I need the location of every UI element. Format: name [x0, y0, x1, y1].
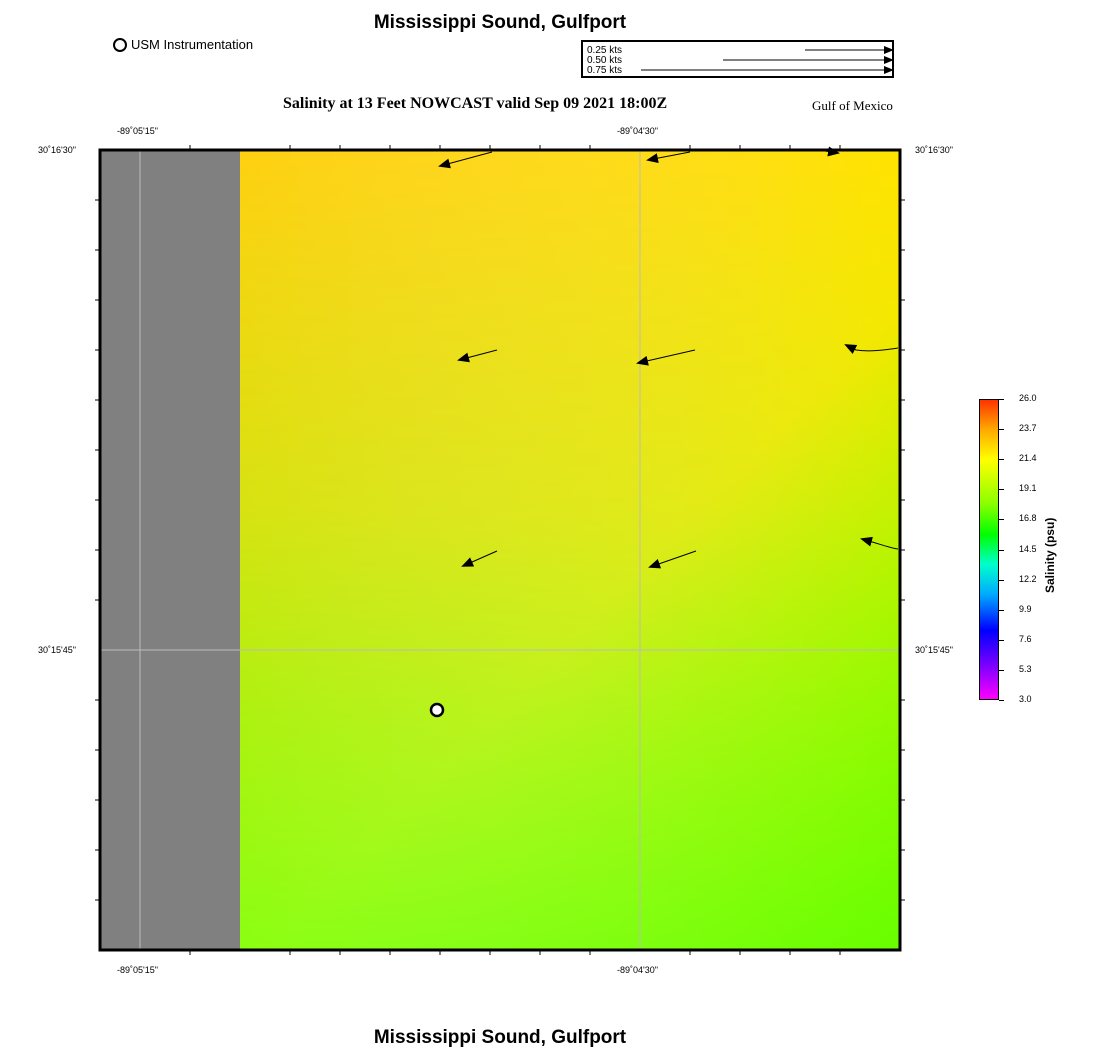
colorbar-tick-mark: [999, 670, 1004, 671]
colorbar-tick-label: 5.3: [1019, 663, 1032, 674]
colorbar-tick-mark: [999, 399, 1004, 400]
colorbar-tick-label: 21.4: [1019, 453, 1037, 464]
lon-label-top-2: -89˚04'30": [617, 126, 658, 136]
map-title: Mississippi Sound, Gulfport: [373, 12, 627, 33]
colorbar-tick-mark: [999, 519, 1004, 520]
colorbar-tick-mark: [999, 580, 1004, 581]
lat-label-right-1: 30˚16'30": [915, 145, 953, 155]
map-title-bottom: Mississippi Sound, Gulfport: [373, 1027, 627, 1048]
lon-label-bottom-2: -89˚04'30": [617, 965, 658, 975]
lat-label-left-2: 30˚15'45": [38, 645, 76, 655]
station-marker[interactable]: [431, 704, 443, 716]
colorbar-tick-label: 16.8: [1019, 513, 1037, 524]
land-area: [100, 150, 240, 950]
map-subtitle: Salinity at 13 Feet NOWCAST valid Sep 09 2021 18:00Z: [283, 95, 668, 112]
scale-label-075: 0.75 kts: [587, 65, 623, 76]
lat-label-right-2: 30˚15'45": [915, 645, 953, 655]
colorbar-tick-mark: [999, 640, 1004, 641]
colorbar-tick-label: 23.7: [1019, 423, 1037, 434]
lat-label-left-1: 30˚16'30": [38, 145, 76, 155]
colorbar-tick-mark: [999, 429, 1004, 430]
colorbar-tick-mark: [999, 550, 1004, 551]
station-legend-label: USM Instrumentation: [131, 37, 254, 52]
colorbar-tick-mark: [999, 700, 1004, 701]
colorbar-tick-label: 19.1: [1019, 483, 1037, 494]
salinity-colorbar: [979, 399, 999, 700]
scale-label-050: 0.50 kts: [587, 55, 623, 66]
scale-label-025: 0.25 kts: [587, 45, 623, 56]
colorbar-tick-label: 7.6: [1019, 633, 1032, 644]
lon-label-bottom-1: -89˚05'15": [117, 965, 158, 975]
colorbar-tick-mark: [999, 459, 1004, 460]
lon-label-top-1: -89˚05'15": [117, 126, 158, 136]
colorbar-tick-mark: [999, 489, 1004, 490]
colorbar-tick-label: 14.5: [1019, 543, 1037, 554]
region-label: Gulf of Mexico: [812, 98, 893, 113]
colorbar-tick-label: 12.2: [1019, 573, 1037, 584]
colorbar-tick-label: 26.0: [1019, 393, 1037, 403]
colorbar-tick-label: 3.0: [1019, 694, 1032, 704]
colorbar-tick-mark: [999, 610, 1004, 611]
colorbar-title: Salinity (psu): [1043, 517, 1057, 593]
colorbar-tick-label: 9.9: [1019, 603, 1032, 614]
